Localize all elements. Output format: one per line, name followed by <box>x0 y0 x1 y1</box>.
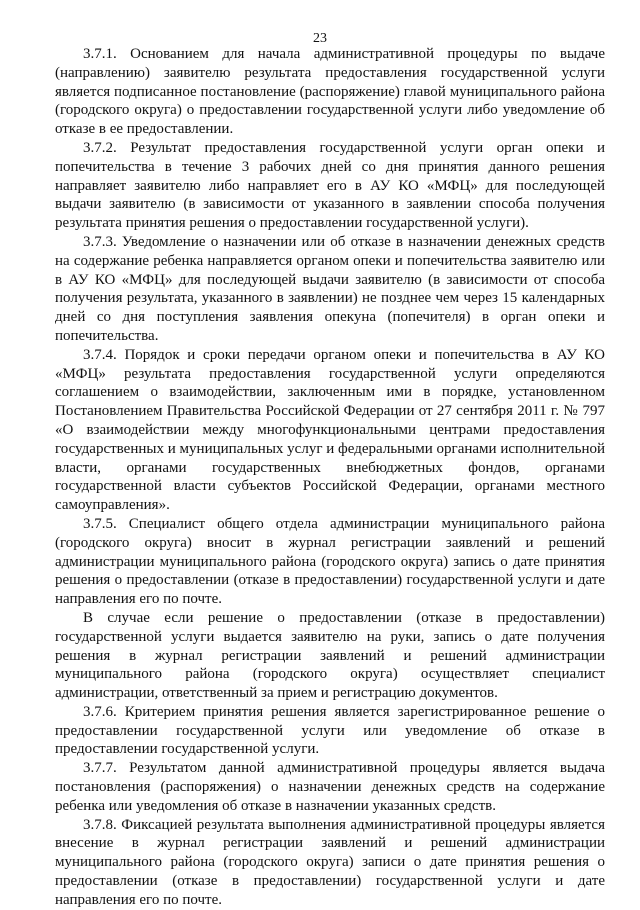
paragraph-3-7-8: 3.7.8. Фиксацией результата выполнения административной процедуры является внесение в журнал регистрации заявлений и решений администрации муниципального района (городского округа) записи о дате принятия решения о предоставлении (отказе в предоставлении) государственной услуги и дате направления его по почте. <box>55 816 605 908</box>
paragraph-3-7-1: 3.7.1. Основанием для начала административной процедуры по выдаче (направлению) заявителю результата предоставления государственной услуги является подписанное постановление (распоряжение) главой муниципального района (городского округа) о предоставлении государственной услуги либо уведомление об отказе в ее предоставлении. <box>55 46 605 138</box>
page-number: 23 <box>313 31 327 46</box>
paragraph-3-7-5-case: В случае если решение о предоставлении (отказе в предоставлении) государственной услуги выдается заявителю на руки, запись о дате получения решения в журнал регистрации заявлений и решений администрации муниципального района (городского округа) осуществляет специалист администрации, ответственный за прием и регистрацию документов. <box>55 609 605 702</box>
document-body <box>55 45 605 910</box>
paragraph-3-7-7: 3.7.7. Результатом данной административной процедуры является выдача постановления (распоряжения) о назначении денежных средств на содержание ребенка или уведомления об отказе в назначении указанных средств. <box>55 760 605 814</box>
paragraph-3-7-6: 3.7.6. Критерием принятия решения является зарегистрированное решение о предоставлении государственной услуги или уведомление об отказе в предоставлении государственной услуги. <box>55 703 605 758</box>
paragraph-3-7-2: 3.7.2. Результат предоставления государственной услуги орган опеки и попечительства в течение 3 рабочих дней со дня принятия данного решения направляет заявителю либо направляет его в АУ КО «МФЦ» для последующей выдачи заявителю (в зависимости от указанного в заявлении способа получения результата принятия решения о предоставлении государственной услуги). <box>55 139 605 232</box>
paragraph-3-7-5: 3.7.5. Специалист общего отдела администрации муниципального района (городского округа) вносит в журнал регистрации заявлений и решений администрации муниципального района (городского округа) запись о дате принятия решения о предоставлении (отказе в предоставлении) государственной услуги и дате направления его по почте. <box>55 515 605 608</box>
paragraph-3-7-3: 3.7.3. Уведомление о назначении или об отказе в назначении денежных средств на содержание ребенка направляется органом опеки и попечительства заявителю или в АУ КО «МФЦ» для последующей выдачи заявителю (в зависимости от способа получения результата, указанного в заявлении) не позднее чем через 15 календарных дней со дня поступления заявления опекуна (попечителя) в орган опеки и попечительства. <box>55 233 605 344</box>
paragraph-3-7-4: 3.7.4. Порядок и сроки передачи органом опеки и попечительства в АУ КО «МФЦ» результата предоставления государственной услуги определяются соглашением о взаимодействии, заключенным ими в порядке, установленном Постановлением Правительства Российской Федерации от 27 сентября 2011 г. № 797 «О взаимодействии между многофункциональными центрами предоставления государственных и муниципальных услуг и федеральными органами исполнительной власти, органами государственных внебюджетных фондов, органами государственной власти субъектов Российской Федерации, органами местного самоуправления». <box>55 346 605 514</box>
